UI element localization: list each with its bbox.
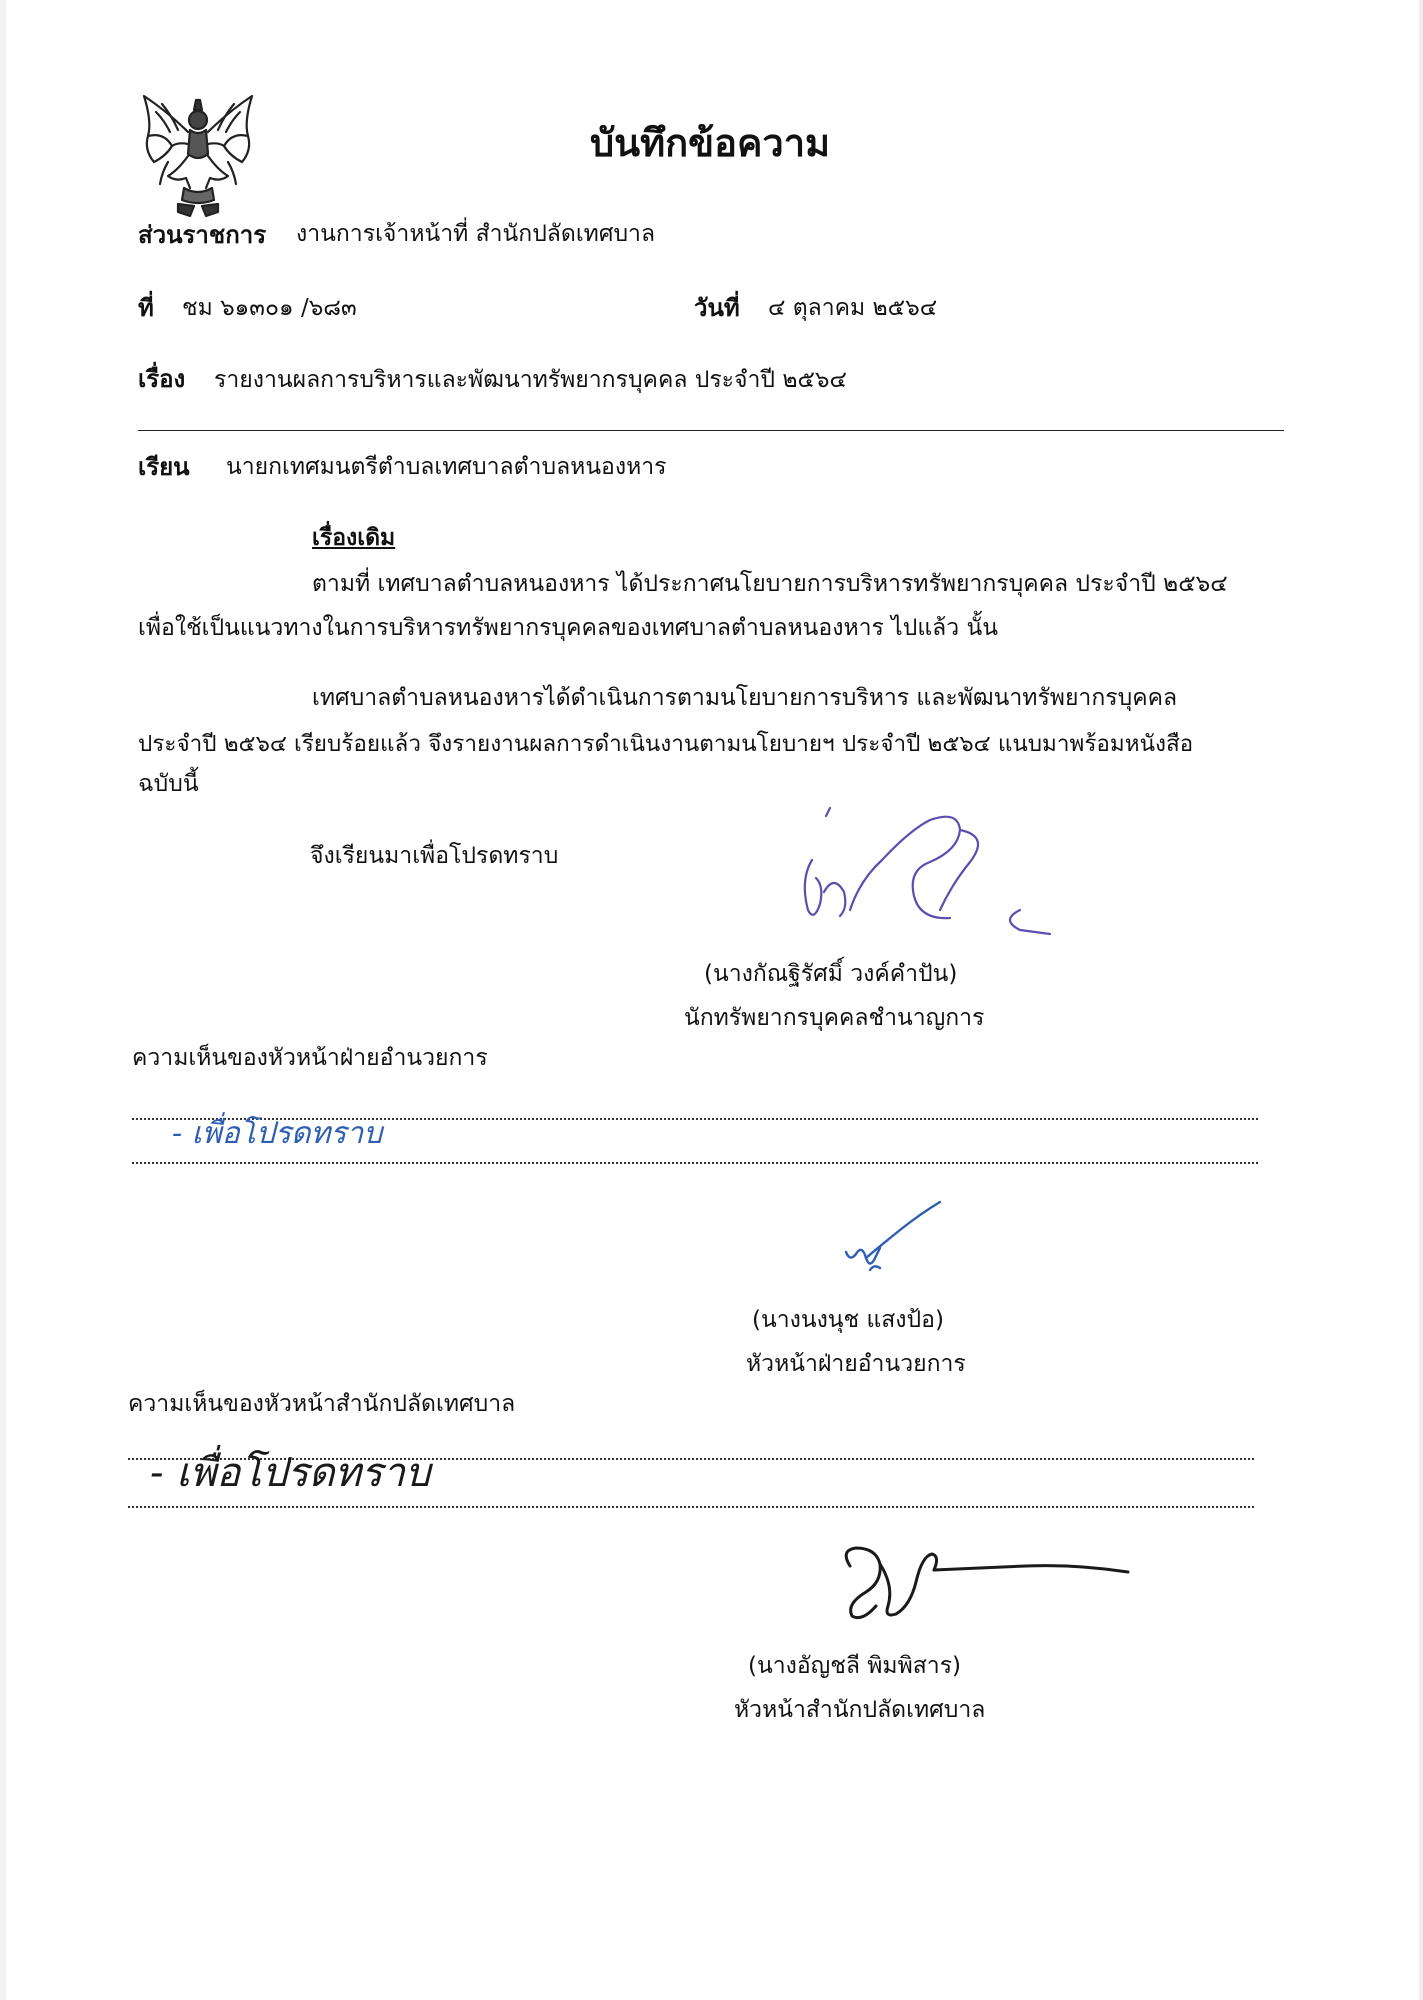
paragraph2-line2: ประจำปี ๒๕๖๔ เรียบร้อยแล้ว จึงรายงานผลการดำเนินงานตามนโยบายฯ ประจำปี ๒๕๖๔ แนบมาพร้อมหนังสือ bbox=[138, 731, 1194, 757]
subject-divider bbox=[138, 430, 1284, 431]
opinion2-signer-position: หัวหน้าสำนักปลัดเทศบาล bbox=[734, 1697, 986, 1723]
signature-3-icon bbox=[836, 1536, 1136, 1626]
paragraph2-line1: เทศบาลตำบลหนองหารได้ดำเนินการตามนโยบายการบริหาร และพัฒนาทรัพยากรบุคคล bbox=[312, 685, 1178, 711]
closing-text: จึงเรียนมาเพื่อโปรดทราบ bbox=[310, 843, 559, 869]
paragraph1-line1: ตามที่ เทศบาลตำบลหนองหาร ได้ประกาศนโยบายการบริหารทรัพยากรบุคคล ประจำปี ๒๕๖๔ bbox=[312, 571, 1228, 597]
paragraph1-line2: เพื่อใช้เป็นแนวทางในการบริหารทรัพยากรบุคคลของเทศบาลตำบลหนองหาร ไปแล้ว นั้น bbox=[138, 615, 998, 641]
ref-value: ชม ๖๑๓๐๑ /๖๘๓ bbox=[182, 295, 357, 321]
ref-label: ที่ bbox=[138, 294, 154, 322]
signature-2-icon bbox=[840, 1200, 950, 1280]
scan-edge-left bbox=[0, 0, 6, 2000]
to-value: นายกเทศมนตรีตำบลเทศบาลตำบลหนองหาร bbox=[226, 454, 667, 480]
signer1-position: นักทรัพยากรบุคคลชำนาญการ bbox=[684, 1005, 985, 1031]
garuda-emblem-icon bbox=[138, 92, 258, 218]
opinion2-signer-name: (นางอัญชลี พิมพิสาร) bbox=[748, 1653, 962, 1679]
date-label: วันที่ bbox=[694, 294, 740, 322]
agency-value: งานการเจ้าหน้าที่ สำนักปลัดเทศบาล bbox=[296, 221, 656, 247]
paragraph2-line3: ฉบับนี้ bbox=[138, 771, 199, 797]
opinion2-label: ความเห็นของหัวหน้าสำนักปลัดเทศบาล bbox=[128, 1391, 516, 1417]
background-heading: เรื่องเดิม bbox=[312, 525, 396, 551]
scan-edge-right bbox=[1419, 0, 1423, 2000]
signature-1-icon bbox=[790, 800, 1080, 950]
subject-value: รายงานผลการบริหารและพัฒนาทรัพยากรบุคคล ประจำปี ๒๕๖๔ bbox=[214, 367, 847, 393]
opinion2-handwritten: - เพื่อโปรดทราบ bbox=[150, 1450, 431, 1496]
agency-label: ส่วนราชการ bbox=[138, 221, 267, 249]
signer1-name: (นางกัณฐิรัศมิ์ วงค์คำปัน) bbox=[704, 961, 958, 987]
opinion1-signer-position: หัวหน้าฝ่ายอำนวยการ bbox=[746, 1351, 966, 1377]
date-value: ๔ ตุลาคม ๒๕๖๔ bbox=[768, 295, 938, 321]
opinion1-signer-name: (นางนงนุช แสงป้อ) bbox=[752, 1307, 944, 1333]
opinion1-label: ความเห็นของหัวหน้าฝ่ายอำนวยการ bbox=[132, 1045, 488, 1071]
to-label: เรียน bbox=[138, 453, 190, 481]
opinion1-dotted-line-2 bbox=[132, 1162, 1258, 1164]
opinion2-dotted-line-2 bbox=[128, 1506, 1254, 1508]
page-title: บันทึกข้อความ bbox=[590, 121, 831, 165]
subject-label: เรื่อง bbox=[138, 365, 186, 393]
opinion1-handwritten: - เพื่อโปรดทราบ bbox=[172, 1116, 383, 1151]
